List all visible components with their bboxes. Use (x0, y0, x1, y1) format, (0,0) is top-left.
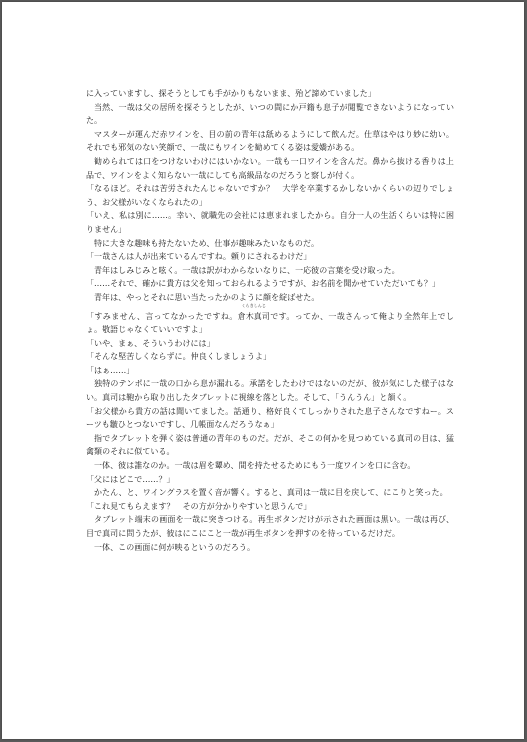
paragraph: 「父にはどこで……？」 (86, 474, 175, 484)
paragraph: 勧められては口をつけないわけにはいかない。一哉も一口ワインを含んだ。鼻から抜ける香りは上品で、ワインをよく知らない一哉にしても高級品なのだろうと察しが付く。 (86, 156, 454, 180)
body-text (86, 87, 454, 554)
paragraph: 「これ見てもらえます？ その方が分かりやすいと思うんで」 (86, 501, 312, 511)
paragraph: 「……それで、確かに貴方は父を知っておられるようですが、お名前を聞かせていただいても？」 (86, 279, 441, 289)
paragraph: 一体、彼は誰なのか。一哉は眉を顰め、間を持たせるためにもう一度ワインを口に含む。 (94, 461, 416, 471)
ruby-paragraph-before: 「すみません、言ってなかったですね。 (86, 311, 238, 321)
name-with-ruby (237, 302, 270, 324)
paragraphs-before (86, 87, 454, 305)
paragraph: 「はぁ……」 (86, 365, 135, 375)
paragraph: マスターが運んだ赤ワインを、目の前の青年は舐めるようにして飲んだ。仕草はやはり妙に幼い。それでも邪気のない笑顔で、一哉にもワインを勧めてくる姿は愛嬌がある。 (86, 129, 454, 153)
paragraph: かたん、と、ワイングラスを置く音が響く。すると、真司は一哉に目を戻して、にこりと笑った。 (94, 488, 448, 498)
paragraph: 指でタブレットを弾く姿は普通の青年のものだ。だが、そこの何かを見つめている真司の目は、猛禽類のそれに似ている。 (86, 433, 454, 457)
paragraph: 「お父様から貴方の話は聞いてました。話通り、格好良くてしっかりされた息子さんなですねー。スーツも皺ひとつないですし、几帳面なんだろうなぁ」 (86, 406, 454, 430)
paragraph: 青年はしみじみと呟く。一哉は訳がわからないなりに、一応彼の言葉を受け取った。 (94, 265, 400, 275)
paragraph: 当然、一哉は父の居所を探そうとしたが、いつの間にか戸籍も息子が閲覧できないようになっていた。 (86, 102, 454, 126)
paragraph: 「なるほど。それは苦労されたんじゃないですか？ 大学を卒業するかしないかくらいの辺りでしょう、お父様がいなくなられたの」 (86, 184, 454, 207)
paragraph: 特に大きな趣味も持たないため、仕事が趣味みたいなものだ。 (94, 238, 320, 248)
document-page (2, 2, 524, 739)
paragraph: 独特のテンポに一哉の口から息が漏れる。承諾をしたわけではないのだが、彼が気にした様子はない。真司は鞄から取り出したタブレットに視線を落とした。そして、「うんうん」と頷く。 (86, 379, 454, 403)
paragraph: 「そんな堅苦しくならずに。仲良くしましょうよ」 (86, 352, 272, 362)
paragraph: 「いえ、私は別に……。幸い、就職先の会社には恵まれましたから。自分一人の生活くらいは特に困りません」 (86, 211, 454, 234)
ruby-base: 倉木真司 (237, 311, 270, 321)
ruby-paragraph (86, 302, 454, 337)
paragraph: 一体、この画面に何が映るというのだろう。 (94, 542, 255, 552)
paragraph: タブレット端末の画面を一哉に突きつける。再生ボタンだけが示された画面は黒い。一哉は再び、目で真司に問うたが、彼はにこにこと一哉が再生ボタンを押すのを待っているだけだ。 (86, 515, 454, 538)
paragraphs-after (86, 337, 454, 555)
ruby-reading: くらきしんじ (241, 302, 266, 308)
paragraph: 「一哉さんは人が出来ているんですね。頼りにされるわけだ」 (86, 252, 312, 262)
paragraph: 「いや、まぁ、そういうわけには」 (86, 338, 215, 348)
ruby-paragraph-after: です。ってか、一哉さんって俺より全然年上でしょ。敬語じゃなくていいですよ」 (86, 311, 454, 335)
paragraph: 青年は、やっとそれに思い当たったかのように顔を綻ばせた。 (94, 292, 320, 302)
paragraph: に入っていますし、探そうとしても手がかりもないまま、殆ど諦めていました」 (86, 89, 376, 98)
